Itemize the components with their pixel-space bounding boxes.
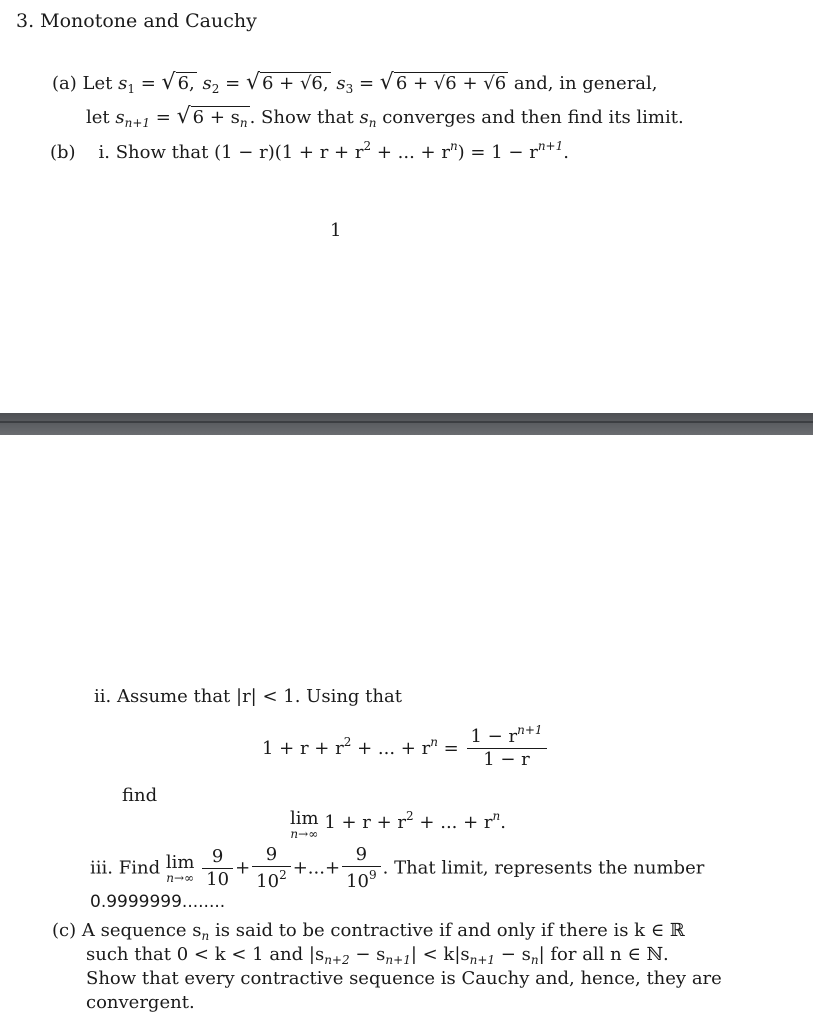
part-b-label: (b) (50, 142, 76, 163)
s3-expression: 6 + √6 + √6 (395, 73, 507, 94)
s3-symbol: s (336, 73, 346, 94)
iii-tail: That limit, represents the number (394, 857, 705, 879)
c-line2-sub2: n+1 (385, 953, 411, 967)
item-i-text: Show that (1 − r)(1 + r + r (115, 142, 364, 163)
s1-symbol: s (118, 73, 128, 94)
part-c-line-3: Show that every contractive sequence is Cauchy and, hence, they are (86, 968, 722, 989)
lim-word: lim (290, 808, 319, 829)
part-b-ii-intro (94, 688, 402, 706)
part-c-line-1 (52, 922, 685, 942)
geometric-fraction (467, 724, 547, 769)
lim-sup: 2 (406, 809, 414, 823)
c-line2-sub4: n (530, 953, 539, 967)
s3-subscript: 3 (345, 82, 354, 96)
fraction-1 (202, 848, 233, 889)
fraction-3 (342, 846, 381, 891)
c-line2-sub1: n+2 (324, 953, 350, 967)
part-a-line2-tail: converges and then find its limit. (382, 107, 684, 128)
equals-3: = (358, 73, 375, 94)
iii-lim-under: n→∞ (166, 870, 195, 885)
geometric-sum-equation (262, 724, 549, 769)
part-a-line-1: (a) Let $s_1$ = √ 6, $s_2$ = √ 6 + √6, $s_3$ = √ 6 + √6 + √6 and, in general, (52, 70, 658, 96)
c-line2: such that 0 < k < 1 and |s (86, 944, 325, 965)
equals-1: = (140, 73, 156, 94)
part-c-line-4: convergent. (86, 992, 195, 1013)
iii-lim-operator (165, 851, 195, 885)
page-number: 1 (330, 220, 342, 241)
equals-2: = (225, 73, 241, 94)
c-line1-sub: n (201, 929, 210, 943)
eq-lhs-mid: + ... + r (357, 737, 431, 759)
item-i-supn: n (449, 139, 458, 153)
item-i-label: i. (98, 142, 110, 163)
lim-end: . (500, 812, 506, 833)
s-symbol: s (115, 107, 125, 128)
s2-subscript: 2 (211, 82, 220, 96)
recurrence-subscript: n (239, 116, 248, 130)
sn-symbol: s (359, 107, 369, 128)
s-subscript: n+1 (124, 116, 151, 130)
frac-den: 1 − r (483, 749, 530, 770)
plus-1: + (235, 857, 251, 879)
item-iii-find: Find (118, 857, 161, 879)
s2-expression: 6 + √6, (261, 73, 329, 94)
f2-den: 10 (256, 871, 280, 892)
item-ii-text: Assume that |r| < 1. Using that (116, 686, 402, 707)
lim-operator (290, 810, 319, 840)
part-a-line1-tail: and, in general, (513, 73, 658, 94)
lim-expr: 1 + r + r (324, 812, 407, 833)
lim-under: n→∞ (290, 827, 319, 841)
c-line2-mid: − s (355, 944, 386, 965)
part-a-label: (a) (52, 73, 77, 94)
iii-lim-word: lim (165, 851, 195, 873)
find-word: find (122, 785, 158, 806)
f2-den-sup: 2 (279, 868, 287, 882)
c-line2-sub3: n+1 (469, 953, 496, 967)
sn-subscript: n (368, 116, 377, 130)
item-i-supn1: n+1 (537, 139, 564, 153)
c-line2-tail: | for all n ∈ ℕ. (538, 944, 669, 965)
part-b-i (50, 140, 569, 162)
let-word: Let (82, 73, 113, 94)
equals-4: = (155, 107, 171, 128)
fraction-2 (252, 846, 291, 891)
s2-symbol: s (202, 73, 212, 94)
c-line2-mid2: | < k|s (410, 944, 470, 965)
f3-den: 10 (346, 871, 369, 892)
c-line2-mid3: − s (500, 944, 531, 965)
part-b-iii (90, 846, 704, 891)
item-iii-label: iii. (90, 857, 113, 879)
limit-expression (290, 810, 506, 840)
lim-supn: n (492, 809, 501, 823)
lim-mid: + ... + r (419, 812, 493, 833)
item-i-end: . (563, 142, 569, 163)
item-ii-label: ii. (94, 686, 112, 707)
eq-lhs-supn: n (430, 734, 438, 749)
part-c-line-2 (86, 946, 669, 966)
page-separator (0, 413, 813, 435)
item-i-close: ) = 1 − r (457, 142, 538, 163)
eq-lhs: 1 + r + r (262, 737, 344, 759)
c-line1-tail: is said to be contractive if and only if there is k ∈ ℝ (215, 920, 685, 941)
frac-num: 1 − r (470, 726, 518, 747)
f3-den-sup: 9 (368, 868, 377, 882)
frac-num-sup: n+1 (517, 723, 543, 737)
part-a-line-2: let $s_{n+1}$ = √ $6 + s_n$ . Show that $s_n$ converges and then find its limit. (86, 104, 684, 130)
item-i-sup2: 2 (363, 139, 372, 153)
f1-num: 9 (202, 848, 233, 869)
c-line1: A sequence s (81, 920, 202, 941)
repeating-number: 0.9999999........ (90, 892, 226, 912)
show-that-text: . Show that (249, 107, 354, 128)
let-word-2: let (86, 107, 110, 128)
s1-subscript: 1 (127, 82, 135, 96)
sqrt6: 6, (177, 73, 195, 94)
recurrence-expression: 6 + s (192, 107, 240, 128)
f1-den: 10 (206, 869, 230, 890)
eq-lhs-sup: 2 (343, 734, 352, 749)
f2-num: 9 (252, 846, 291, 867)
eq-sign: = (443, 737, 459, 759)
section-heading: 3. Monotone and Cauchy (16, 10, 257, 32)
item-i-mid: + ... + r (376, 142, 450, 163)
plus-2: +...+ (292, 857, 341, 879)
iii-dot: . (382, 857, 389, 879)
part-c-label: (c) (52, 920, 77, 941)
f3-num: 9 (342, 846, 381, 867)
